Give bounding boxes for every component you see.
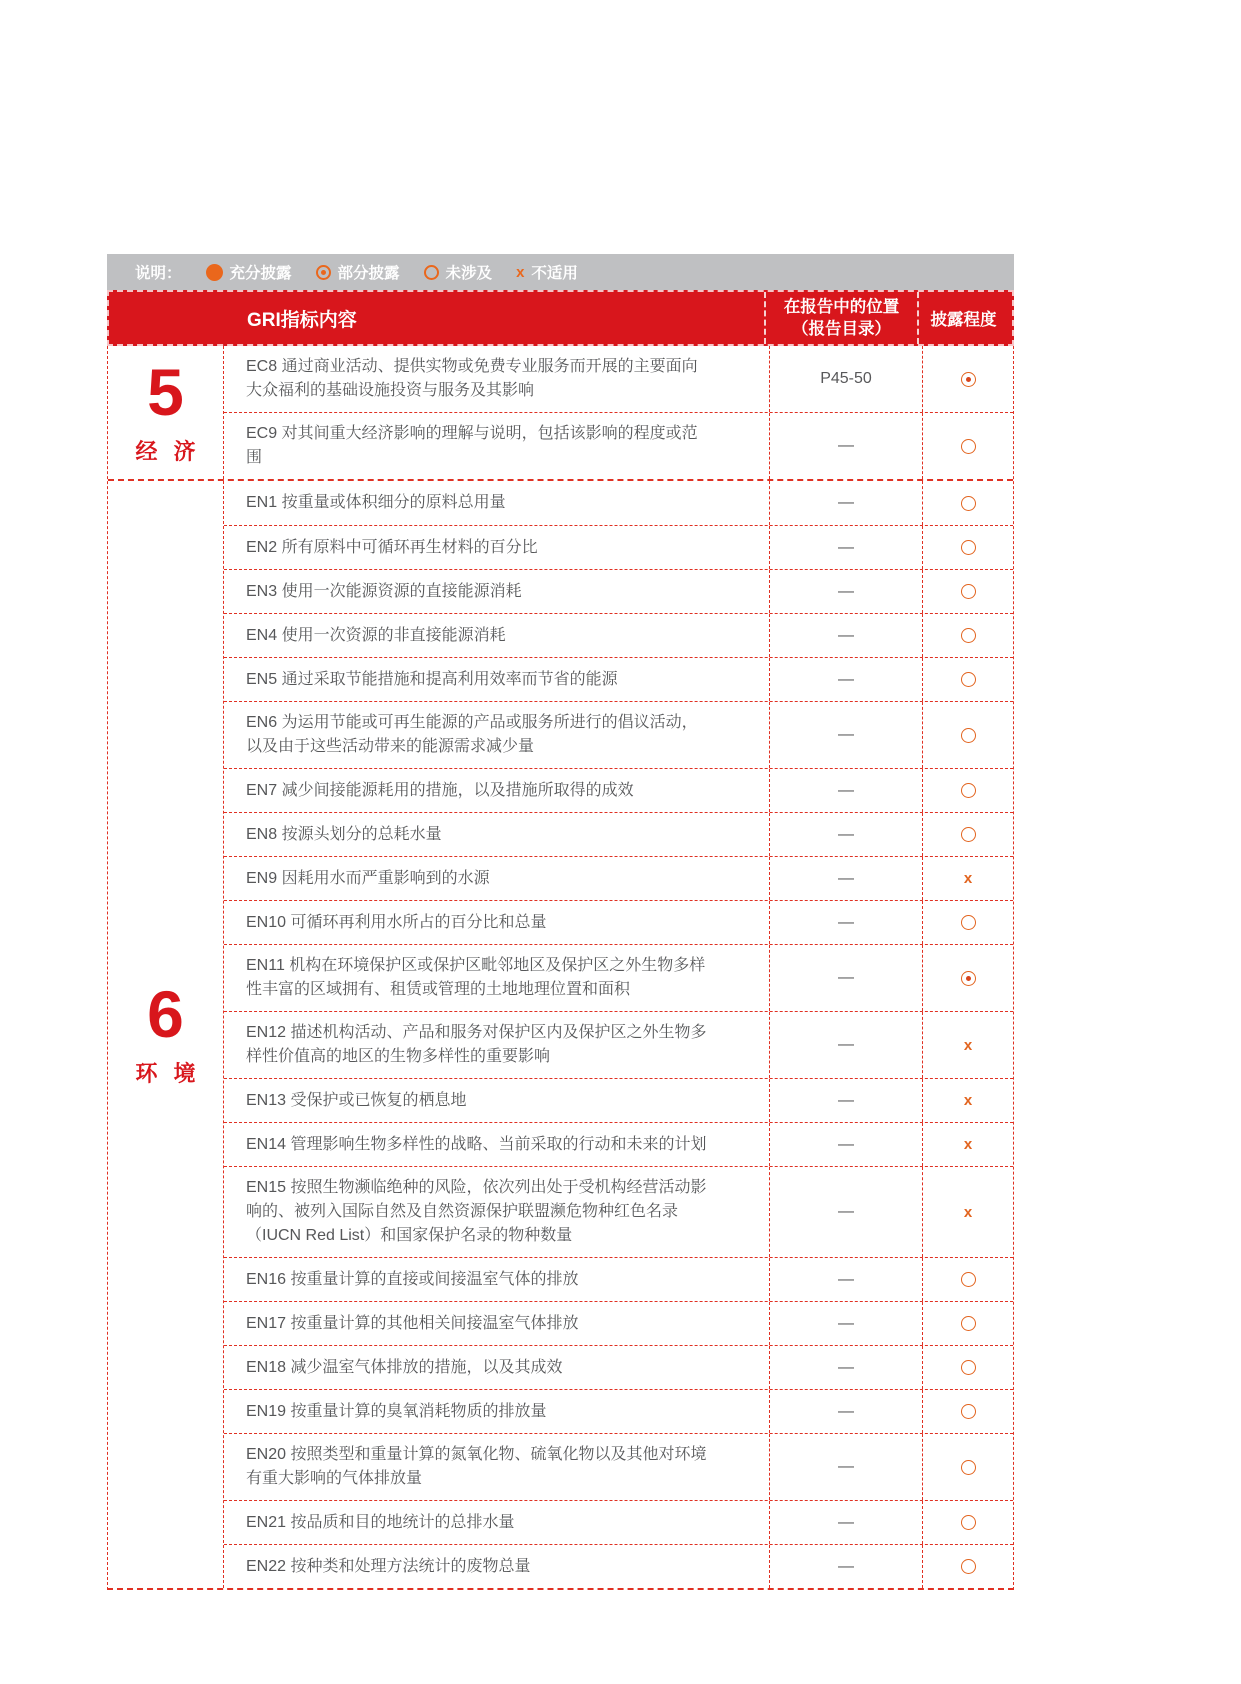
disclosure-status-cell [922,413,1013,479]
report-position: — [769,1258,922,1301]
header-disclosure-level: 披露程度 [917,292,1008,344]
disclosure-status-cell [922,1167,1013,1257]
disclosure-status-cell [922,1434,1013,1500]
report-position: — [769,481,922,525]
disclosure-status-cell [922,570,1013,613]
legend-item-label: 不适用 [531,265,578,282]
disclosure-status-cell [922,813,1013,856]
disclosure-status-cell [922,1545,1013,1588]
report-position: — [769,813,922,856]
header-section-cell [109,292,225,344]
report-position: — [769,413,922,479]
table-row [224,701,1013,768]
not-applicable-icon: x [963,1203,973,1221]
disclosure-status-cell [922,1258,1013,1301]
report-position: — [769,901,922,944]
table-row [224,1544,1013,1588]
legend-item-partial [316,261,400,283]
partial-disclosure-icon [316,265,331,280]
indicator-content: EN19 按重量计算的臭氧消耗物质的排放量 [246,1402,547,1420]
table-row [224,1257,1013,1301]
indicator-content: EN3 使用一次能源资源的直接能源消耗 [246,582,522,600]
indicator-content: EN6 为运用节能或可再生能源的产品或服务所进行的倡议活动，以及由于这些活动带来的能源需求减少量 [246,714,698,755]
indicator-content: EN12 描述机构活动、产品和服务对保护区内及保护区之外生物多样性价值高的地区的生物多样性的重要影响 [246,1024,707,1065]
disclosure-status-cell [922,614,1013,657]
not-involved-icon [961,1559,976,1574]
partial-disclosure-icon [961,971,976,986]
table-row [224,1389,1013,1433]
report-position: — [769,1167,922,1257]
indicator-content: EN9 因耗用水而严重影响到的水源 [246,869,490,887]
table-row [224,944,1013,1011]
disclosure-status-cell [922,526,1013,569]
section-5 [108,346,1013,479]
not-applicable-icon: x [516,263,525,281]
indicator-content: EN16 按重量计算的直接或间接温室气体的排放 [246,1270,579,1288]
indicator-content: EN5 通过采取节能措施和提高利用效率而节省的能源 [246,670,618,688]
report-position: — [769,1434,922,1500]
section-label [108,346,224,479]
table-row [224,856,1013,900]
indicator-content: EN21 按品质和目的地统计的总排水量 [246,1513,515,1531]
report-position: — [769,945,922,1011]
indicator-content: EN10 可循环再利用水所占的百分比和总量 [246,913,547,931]
disclosure-status-cell [922,1012,1013,1078]
not-involved-icon [961,540,976,555]
not-involved-icon [961,496,976,511]
report-position: — [769,570,922,613]
report-position: — [769,1079,922,1122]
report-position: — [769,1346,922,1389]
table-row [224,1345,1013,1389]
not-involved-icon [961,439,976,454]
section-number: 5 [147,355,184,429]
table-row [224,768,1013,812]
legend-item-na [516,261,578,283]
disclosure-status-cell [922,945,1013,1011]
section-number: 6 [147,977,184,1051]
table-row [224,812,1013,856]
table-row [224,1433,1013,1500]
indicator-content: EN1 按重量或体积细分的原料总用量 [246,494,506,511]
header-gri-content: GRI指标内容 [247,309,357,331]
table-row [224,525,1013,569]
disclosure-status-cell [922,1501,1013,1544]
indicator-content: EN15 按照生物濒临绝种的风险，依次列出处于受机构经营活动影响的、被列入国际自然及自然资源保护联盟濒危物种红色名录（IUCN Red List）和国家保护名录的物种数量 [246,1179,707,1244]
section-6 [108,479,1013,1588]
legend-item-label: 未涉及 [445,265,493,282]
header-report-position: 在报告中的位置 （报告目录） [764,292,917,344]
report-position: — [769,614,922,657]
not-involved-icon [961,672,976,687]
disclosure-status-cell [922,1079,1013,1122]
not-involved-icon [961,584,976,599]
disclosure-status-cell [922,1302,1013,1345]
table-row [224,900,1013,944]
not-involved-icon [961,827,976,842]
indicator-content: EN22 按种类和处理方法统计的废物总量 [246,1557,531,1575]
table-row [224,613,1013,657]
not-applicable-icon: x [963,1092,973,1109]
report-position: P45-50 [769,346,922,412]
disclosure-status-cell [922,1346,1013,1389]
indicator-content: EN8 按源头划分的总耗水量 [246,825,442,843]
section-label [108,481,224,1588]
table-row [224,1011,1013,1078]
report-position: — [769,1501,922,1544]
table-row [224,481,1013,525]
report-position: — [769,1545,922,1588]
report-position: — [769,1390,922,1433]
not-involved-icon [961,728,976,743]
report-position: — [769,658,922,701]
not-involved-icon [961,915,976,930]
legend-label: 说明： [135,265,182,282]
not-involved-icon [961,1316,976,1331]
not-involved-icon [961,1460,976,1475]
table-row [224,1166,1013,1257]
disclosure-status-cell [922,1123,1013,1166]
legend-bar [107,254,1014,290]
indicator-content: EN2 所有原料中可循环再生材料的百分比 [246,538,538,556]
disclosure-status-cell [922,658,1013,701]
table-row [224,346,1013,412]
legend-item-none [424,261,493,283]
not-involved-icon [961,783,976,798]
not-involved-icon [961,628,976,643]
legend-item-full [206,261,292,283]
not-involved-icon [961,1272,976,1287]
indicator-content: EC8 通过商业活动、提供实物或免费专业服务而开展的主要面向大众福利的基础设施投资与服务及其影响 [246,358,698,399]
full-disclosure-icon [206,264,223,281]
partial-disclosure-icon [961,372,976,387]
disclosure-status-cell [922,857,1013,900]
report-position: — [769,526,922,569]
report-position: — [769,702,922,768]
disclosure-status-cell [922,481,1013,525]
disclosure-status-cell [922,346,1013,412]
not-involved-icon [961,1515,976,1530]
disclosure-status-cell [922,769,1013,812]
legend-item-label: 充分披露 [229,265,292,282]
not-involved-icon [424,265,439,280]
table-row [224,1078,1013,1122]
table-body [107,346,1014,1590]
report-position: — [769,1302,922,1345]
not-involved-icon [961,1360,976,1375]
legend-item-label: 部分披露 [337,265,400,282]
table-row [224,569,1013,613]
disclosure-status-cell [922,901,1013,944]
not-applicable-icon: x [963,1136,973,1153]
not-applicable-icon: x [963,1036,973,1054]
indicator-content: EN4 使用一次资源的非直接能源消耗 [246,626,506,644]
report-position: — [769,1012,922,1078]
section-name: 经 济 [135,439,201,464]
indicator-content: EN17 按重量计算的其他相关间接温室气体排放 [246,1314,579,1332]
not-involved-icon [961,1404,976,1419]
table-row [224,412,1013,479]
disclosure-status-cell [922,702,1013,768]
indicator-content: EN7 减少间接能源耗用的措施，以及措施所取得的成效 [246,781,634,799]
indicator-content: EN14 管理影响生物多样性的战略、当前采取的行动和未来的计划 [246,1135,707,1153]
indicator-content: EN13 受保护或已恢复的栖息地 [246,1091,467,1109]
gri-index-sheet [107,254,1014,1590]
indicator-content: EC9 对其间重大经济影响的理解与说明，包括该影响的程度或范围 [246,425,698,466]
table-row [224,1301,1013,1345]
table-row [224,657,1013,701]
report-position: — [769,857,922,900]
report-position: — [769,1123,922,1166]
indicator-content: EN11 机构在环境保护区或保护区毗邻地区及保护区之外生物多样性丰富的区域拥有、租赁或管理的土地地理位置和面积 [246,957,706,998]
table-row [224,1122,1013,1166]
table-row [224,1500,1013,1544]
not-applicable-icon: x [963,870,973,887]
indicator-content: EN18 减少温室气体排放的措施，以及其成效 [246,1358,563,1376]
section-name: 环 境 [135,1061,201,1086]
indicator-content: EN20 按照类型和重量计算的氮氧化物、硫氧化物以及其他对环境有重大影响的气体排放量 [246,1446,707,1487]
disclosure-status-cell [922,1390,1013,1433]
table-header [107,290,1014,346]
report-position: — [769,769,922,812]
